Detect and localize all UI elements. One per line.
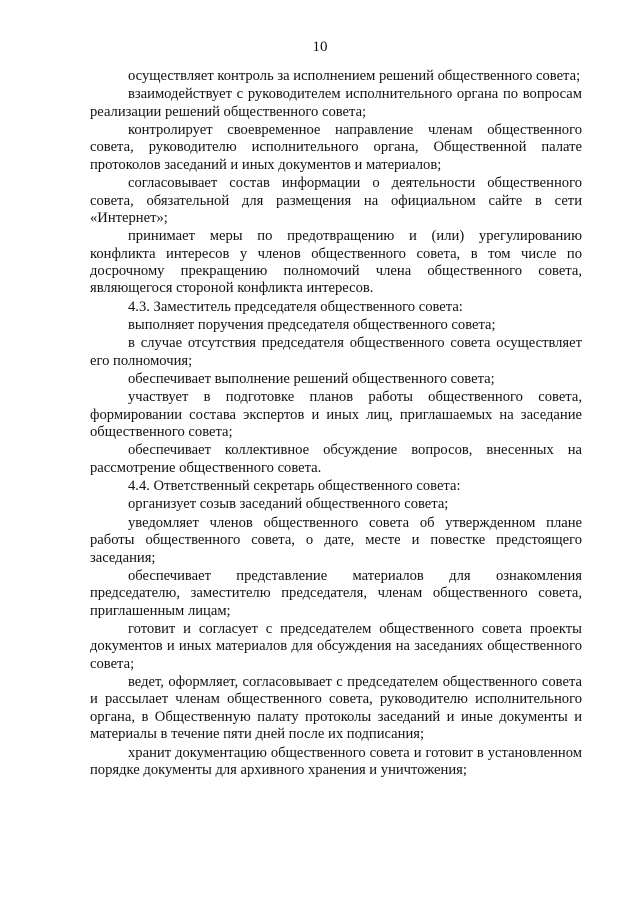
paragraph-10: участвует в подготовке планов работы общественного совета, формировании состава экспертов и иных лиц, приглашаемых на заседание общественного совета;: [90, 389, 582, 441]
paragraph-3: контролирует своевременное направление членам общественного совета, руководителю исполнительного органа, Общественной палате протоколов заседаний и иных документов и материалов;: [90, 122, 582, 173]
section-heading-4-4: 4.4. Ответственный секретарь общественного совета:: [128, 478, 461, 495]
paragraph-17: ведет, оформляет, согласовывает с председателем общественного совета и рассылает членам общественного совета, руководителю исполнительного органа, в Общественную палату протоколы заседаний и иные документы и материалы в течение пяти дней после их подписания;: [90, 674, 582, 743]
paragraph-5: принимает меры по предотвращению и (или) урегулированию конфликта интересов у членов общественного совета, в том числе по досрочному прекращению полномочий члена общественного совета, являющегося стороной конфликта интересов.: [90, 228, 582, 297]
paragraph-9: обеспечивает выполнение решений общественного совета;: [128, 371, 495, 388]
paragraph-8: в случае отсутствия председателя общественного совета осуществляет его полномочия;: [90, 335, 582, 369]
paragraph-14: уведомляет членов общественного совета об утвержденном плане работы общественного совета, о дате, месте и повестке предстоящего заседания;: [90, 514, 582, 566]
paragraph-1: осуществляет контроль за исполнением решений общественного совета;: [128, 68, 581, 84]
paragraph-16: готовит и согласует с председателем общественного совета проекты документов и иных материалов для обсуждения на заседаниях общественного совета;: [90, 620, 582, 672]
paragraph-13: организует созыв заседаний общественного совета;: [128, 496, 449, 513]
paragraph-15: обеспечивает представление материалов для ознакомления председателю, заместителю председателя, членам общественного совета, приглашенным лицам;: [90, 567, 582, 619]
paragraph-2: взаимодействует с руководителем исполнительного органа по вопросам реализации решений общественного совета;: [90, 86, 582, 120]
document-body: [90, 68, 582, 780]
page-number: 10: [312, 39, 328, 55]
paragraph-7: выполняет поручения председателя общественного совета;: [128, 317, 496, 334]
paragraph-18: хранит документацию общественного совета и готовит в установленном порядке документы для архивного хранения и уничтожения;: [90, 744, 582, 778]
paragraph-4: согласовывает состав информации о деятельности общественного совета, обязательной для размещения на официальном сайте в сети «Интернет»;: [90, 175, 582, 226]
section-heading-4-3: 4.3. Заместитель председателя общественного совета:: [128, 298, 463, 315]
paragraph-11: обеспечивает коллективное обсуждение вопросов, внесенных на рассмотрение общественного совета.: [90, 442, 582, 476]
